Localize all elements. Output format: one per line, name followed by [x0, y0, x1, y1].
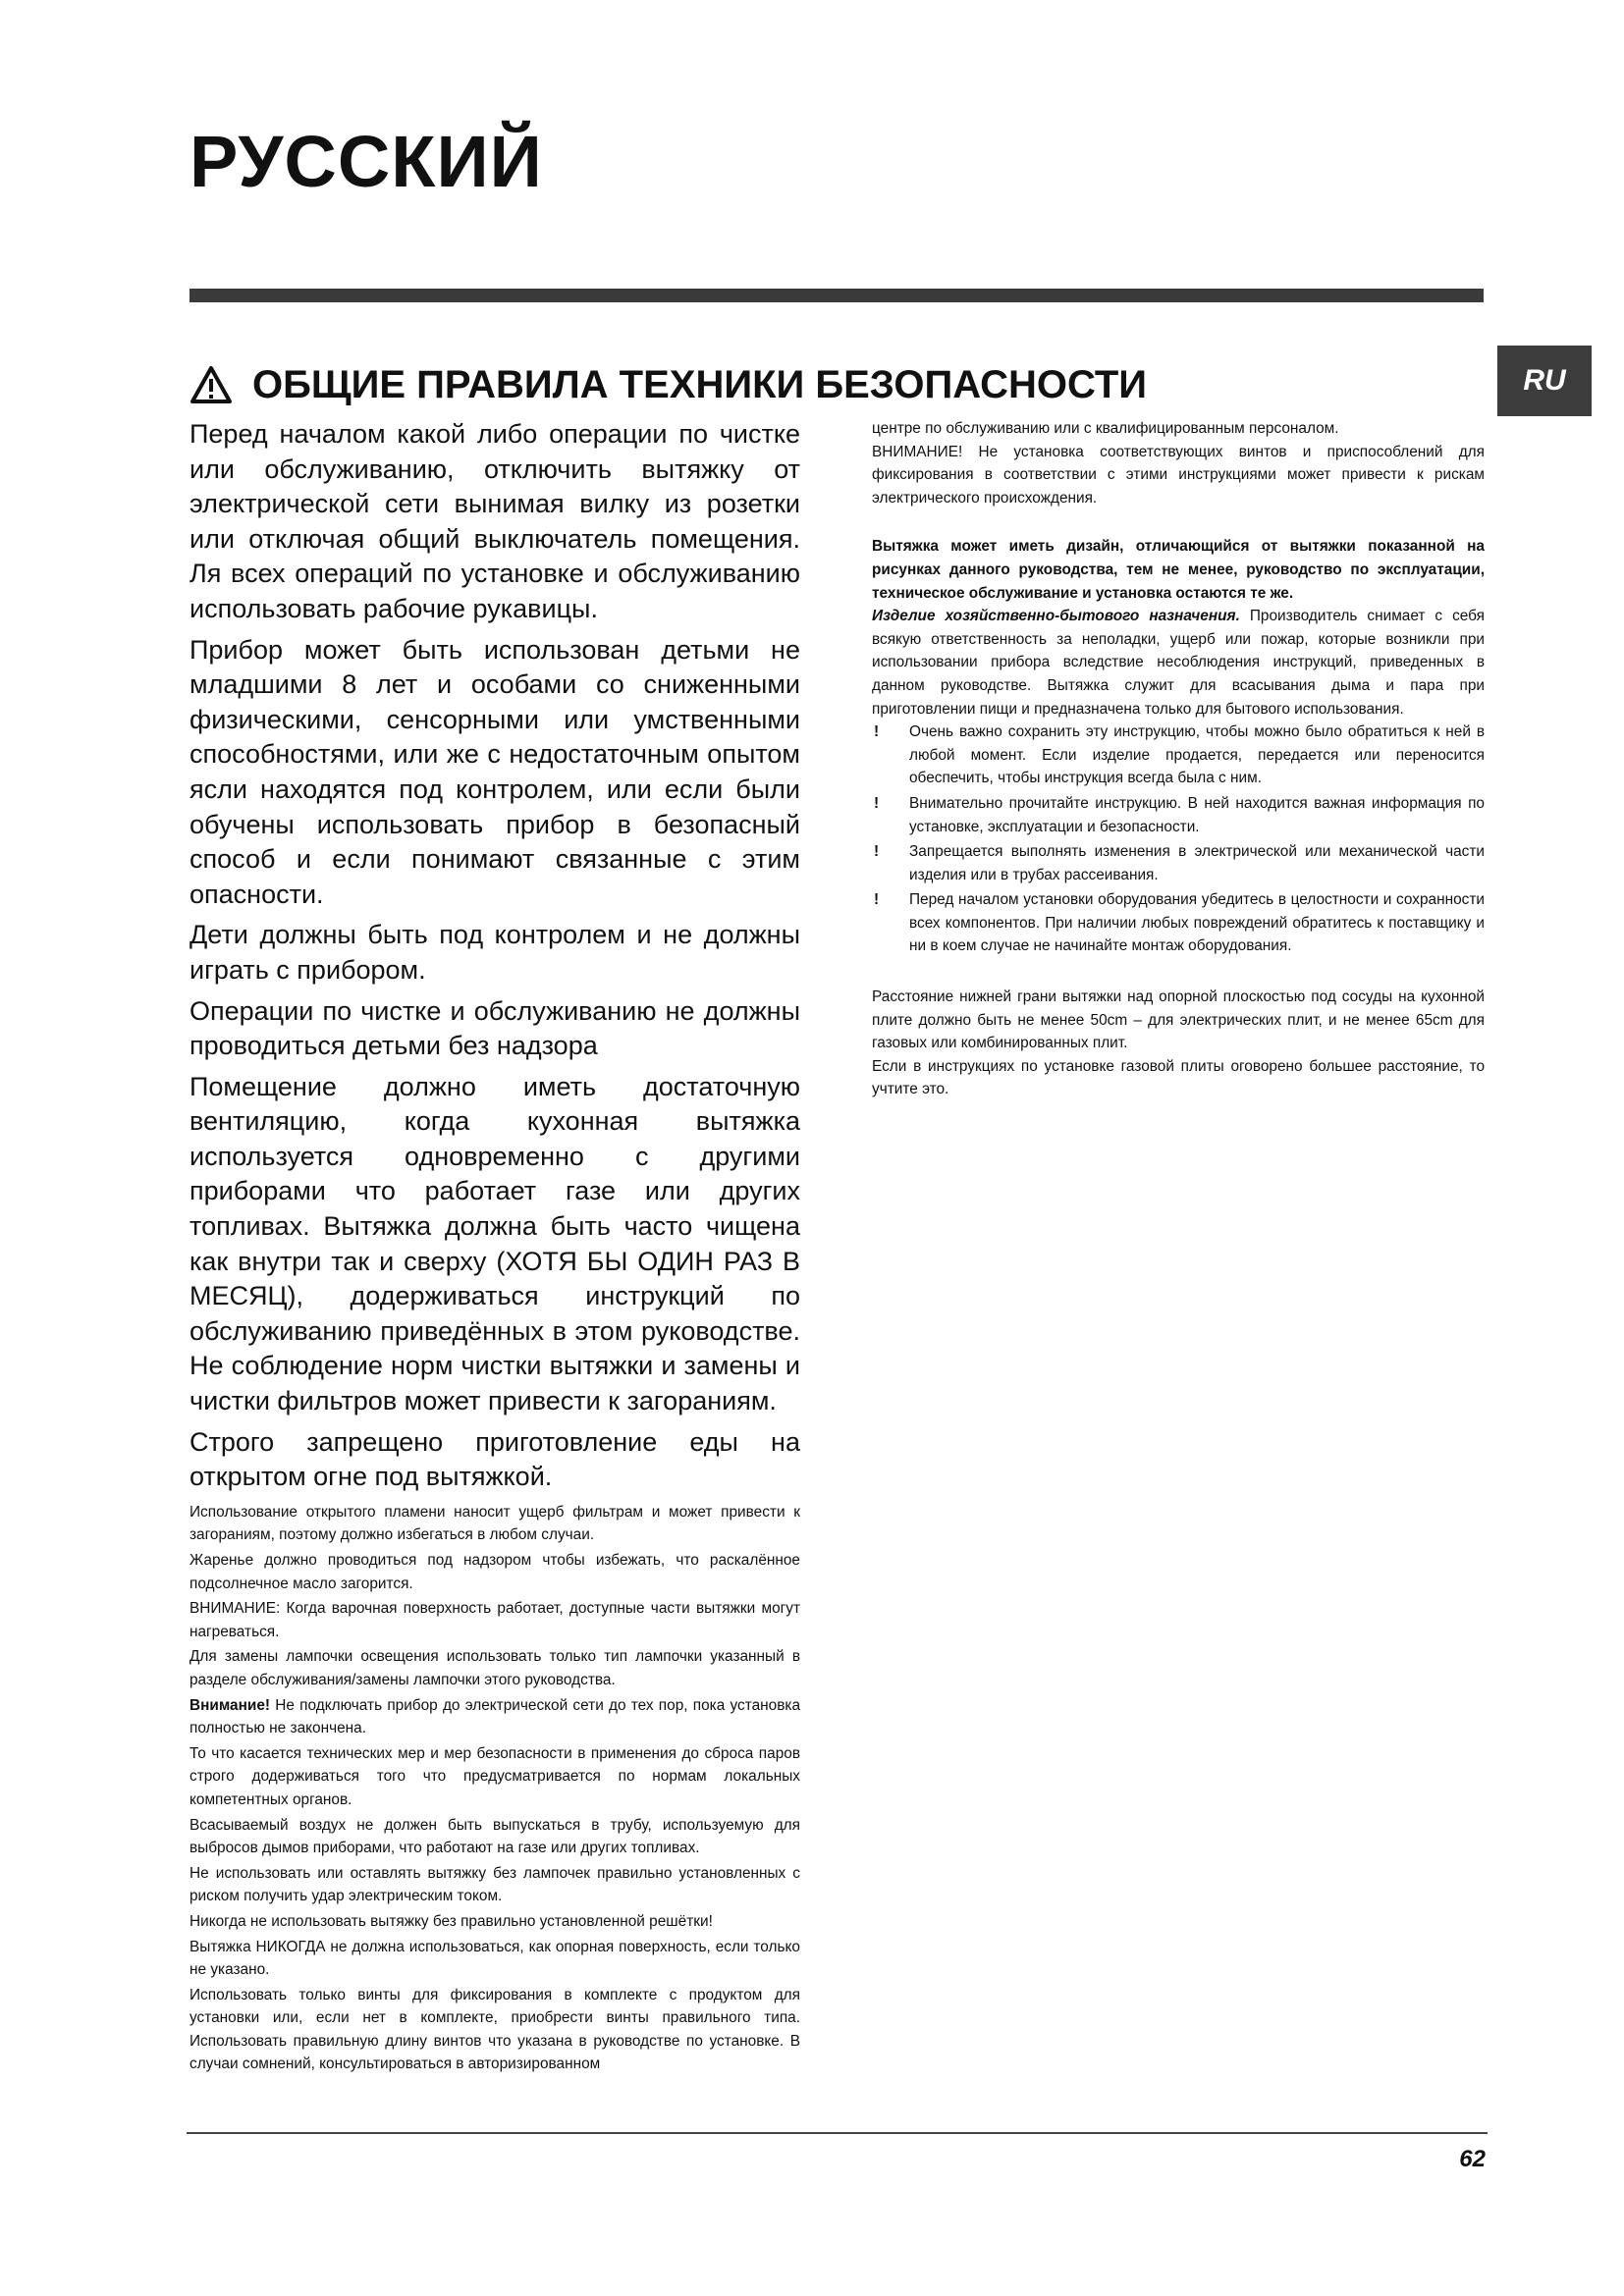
paragraph: Вытяжка НИКОГДА не должна использоваться, как опорная поверхность, если только не указано. [189, 1938, 800, 1979]
exclamation-icon: ! [874, 723, 880, 741]
caution-paragraph [189, 1694, 800, 1740]
small-paragraphs [189, 1501, 800, 2076]
paragraph: Строго запрещено приготовление еды на открытом огне под вытяжкой. [189, 1426, 800, 1492]
paragraph: Перед началом какой либо операции по чистке или обслуживанию, отключить вытяжку от электрической сети вынимая вилку из розетки или отключая общий выключатель помещения. Ля всех операций по установке и обслуживанию использовать рабочие рукавицы. [189, 419, 800, 623]
paragraph: Никогда не использовать вытяжку без правильно установленной решётки! [189, 1912, 713, 1930]
warning-triangle-icon [189, 365, 233, 404]
household-text: Производитель снимает с себя всякую ответственность за неполадки, ущерб или пожар, которые возникли при использовании прибора вследствие несоблюдения инструкций, приведенных в данном руководстве. Вытяжка служит для всасывания дыма и пара при приготовлении пищи и предназначена только для бытового использования. [872, 608, 1485, 718]
paragraph: Жаренье должно проводиться под надзором чтобы избежать, что раскалённое подсолнечное масло загорится. [189, 1552, 800, 1592]
household-label: Изделие хозяйственно-бытового назначения. [872, 608, 1240, 625]
section-title-text: ОБЩИЕ ПРАВИЛА ТЕХНИКИ БЕЗОПАСНОСТИ [252, 363, 1148, 406]
top-divider [189, 289, 1484, 302]
section-title [189, 365, 1147, 404]
paragraph: Для замены лампочки освещения использовать только тип лампочки указанный в разделе обслуживания/замены лампочки этого руководства. [189, 1648, 800, 1688]
language-tab-label: RU [1523, 364, 1566, 397]
paragraph: Операции по чистке и обслуживанию не должны проводиться детьми без надзора [189, 995, 800, 1061]
large-paragraphs [189, 417, 800, 1495]
left-column [189, 417, 800, 2078]
paragraph: ВНИМАНИЕ: Когда варочная поверхность работает, доступные части вытяжки могут нагреваться. [189, 1600, 800, 1640]
paragraph: Использование открытого пламени наносит ущерб фильтрам и может привести к загораниям, поэтому должно избегаться в любом случаи. [189, 1503, 800, 1544]
paragraph: Прибор может быть использован детьми не младшими 8 лет и особами со сниженными физическими, сенсорными или умственными способностями, или же с недостаточным опытом ясли находятся под контролем, или если были обучены использовать прибор в безопасный способ и если понимают связанные с этим опасности. [189, 634, 800, 909]
caution-text: Не подключать прибор до электрической сети до тех пор, пока установка полностью не закончена. [189, 1696, 800, 1737]
spacer [872, 509, 1485, 535]
page-number: 62 [1459, 2146, 1486, 2172]
right-column [872, 417, 1485, 1101]
paragraph: Помещение должно иметь достаточную вентиляцию, когда кухонная вытяжка используется одновременно с другими приборами что работает газе или других топливах. Вытяжка должна быть часто чищена как внутри так и сверху (ХОТЯ БЫ ОДИН РАЗ В МЕСЯЦ), додерживаться инструкций по обслуживанию приведённых в этом руководстве. Не соблюдение норм чистки вытяжки и замены и чистки фильтров может привести к загораниям. [189, 1071, 800, 1416]
caution-label: Внимание! [189, 1696, 271, 1714]
warning-text: ВНИМАНИЕ! Не установка соответствующих винтов и приспособлений для фиксирования в соответствии с этими инструкциями может привести к рискам электрического происхождения. [872, 443, 1485, 507]
exclamation-icon: ! [874, 794, 880, 812]
distance-text: Расстояние нижней грани вытяжки над опорной плоскостью под сосуды на кухонной плите должно быть не менее 50cm – для электрических плит, и не менее 65cm для газовых или комбинированных плит. [872, 988, 1485, 1052]
design-note: Вытяжка может иметь дизайн, отличающийся от вытяжки показанной на рисунках данного руководства, тем не менее, руководство по эксплуатации, техническое обслуживание и установка остаются те же. [872, 538, 1485, 602]
important-notes-list [872, 721, 1485, 958]
list-item: ! Внимательно прочитайте инструкцию. В ней находится важная информация по установке, эксплуатации и безопасности. [872, 792, 1485, 838]
paragraph: Всасываемый воздух не должен быть выпускаться в трубу, используемую для выбросов дымов приборами, что работают на газе или других топливах. [189, 1816, 800, 1857]
exclamation-icon: ! [874, 843, 880, 861]
paragraph: То что касается технических мер и мер безопасности в применения до сброса паров строго додерживаться того что предусматривается по нормам локальных компетентных органов. [189, 1744, 800, 1808]
list-item: ! Очень важно сохранить эту инструкцию, чтобы можно было обратиться к ней в любой момент. Если изделие продается, передается или переносится обеспечить, чтобы инструкция всегда была с ним. [872, 721, 1485, 790]
page-language-title: РУССКИЙ [189, 121, 543, 202]
exclamation-icon: ! [874, 891, 880, 909]
language-tab [1497, 346, 1592, 416]
paragraph: Использовать только винты для фиксирования в комплекте с продуктом для установки или, если нет в комплекте, приобрести винты правильного типа. Использовать правильную длину винтов что указана в руководстве по установке. В случаи сомнений, консультироваться в авторизированном [189, 1986, 800, 2073]
paragraph: Не использовать или оставлять вытяжку без лампочек правильно установленных с риском получить удар электрическим током. [189, 1864, 800, 1905]
list-item: ! Запрещается выполнять изменения в электрической или механической части изделия или в трубах рассеивания. [872, 840, 1485, 886]
continuation-text: центре по обслуживанию или с квалифицированным персоналом. [872, 420, 1339, 437]
list-item: ! Перед началом установки оборудования убедитесь в целостности и сохранности всех компонентов. При наличии любых повреждений обратитесь к поставщику и ни в коем случае не начинайте монтаж оборудования. [872, 888, 1485, 958]
distance-text: Если в инструкциях по установке газовой плиты оговорено большее расстояние, то учтите это. [872, 1057, 1485, 1098]
bottom-divider [187, 2132, 1488, 2134]
paragraph: Дети должны быть под контролем и не должны играть с прибором. [189, 920, 800, 985]
spacer [872, 960, 1485, 986]
household-paragraph [872, 605, 1485, 721]
